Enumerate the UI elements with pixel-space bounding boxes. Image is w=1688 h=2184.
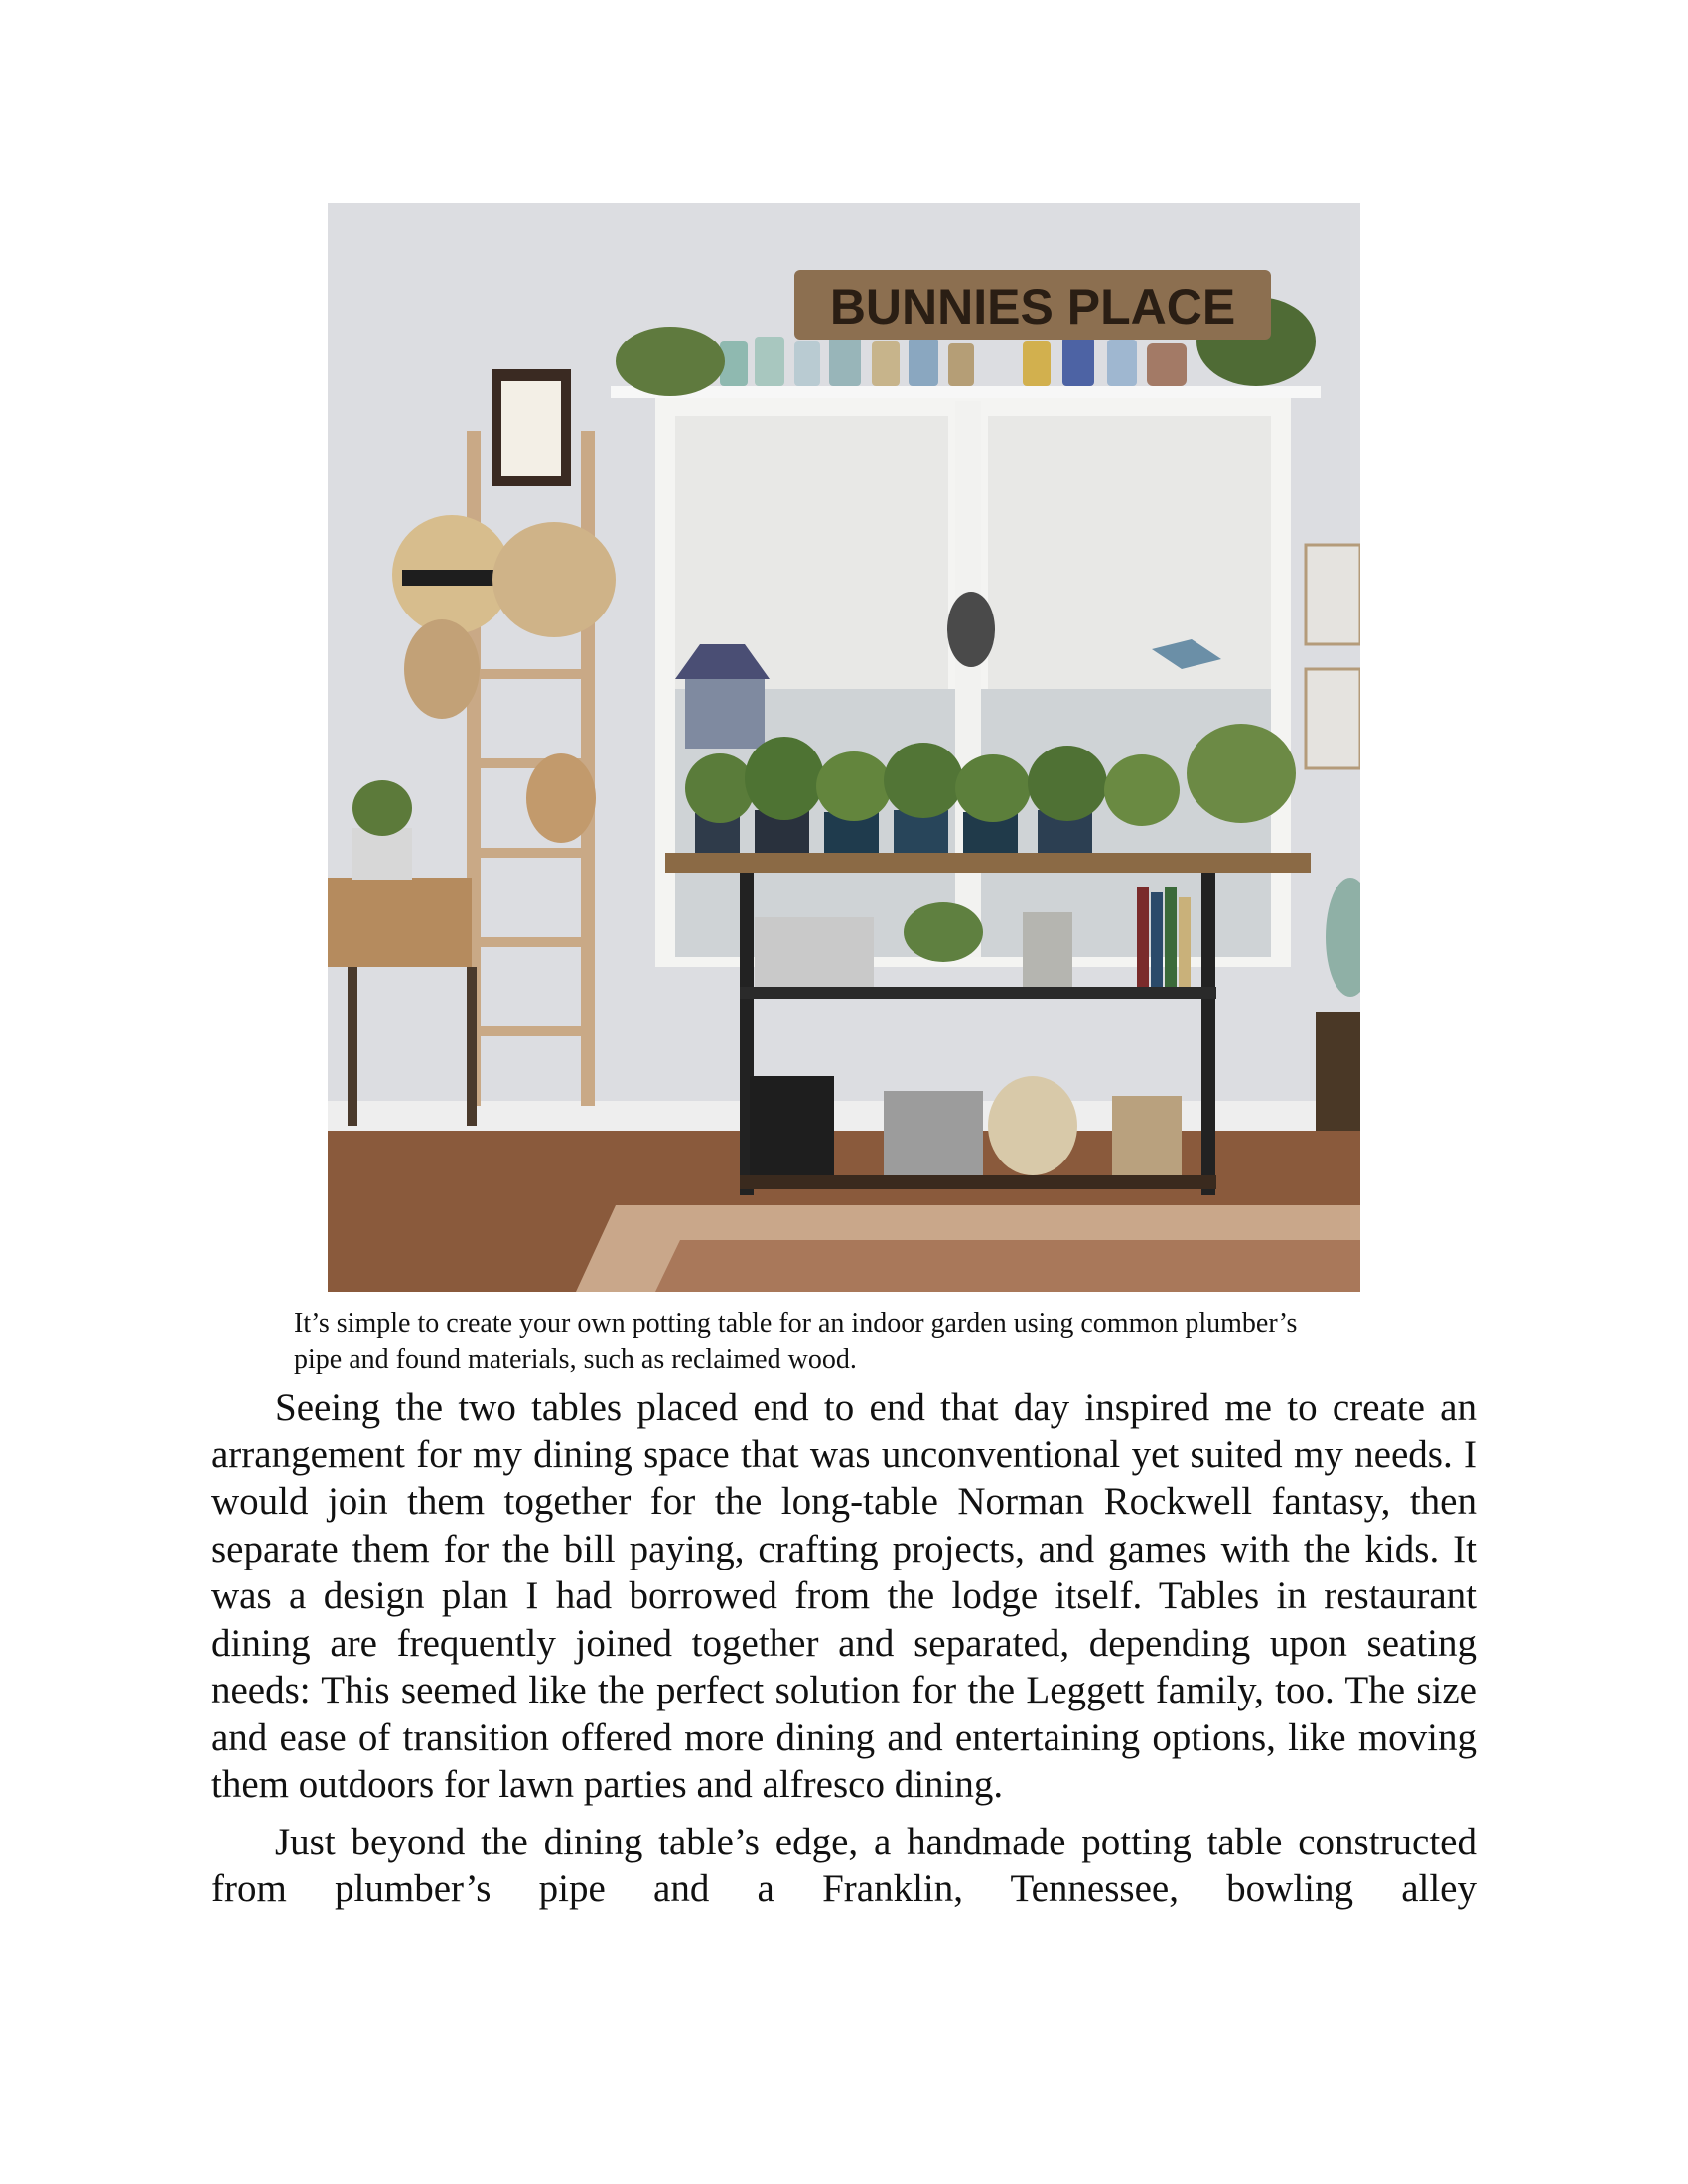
straw-hat-right bbox=[492, 522, 616, 637]
potting-table-illustration bbox=[328, 203, 1360, 1292]
body-text bbox=[211, 1384, 1477, 1923]
side-stool bbox=[1316, 1012, 1360, 1131]
bottom-shelf bbox=[740, 1175, 1216, 1189]
potting-table-photo bbox=[328, 203, 1360, 1292]
paragraph: Seeing the two tables placed end to end that day inspired me to create an arrangement for my dining space that was unconventional yet suited my needs. I would join them together for the long-table Norman Rockwell fantasy, then separate them for the bill paying, crafting projects, and games with the kids. It was a design plan I had borrowed from the lodge itself. Tables in restaurant dining are frequently joined together and separated, depending upon seating needs: This seemed like the perfect solution for the Leggett family, too. The size and ease of transition offered more dining and entertaining options, like moving them outdoors for lawn parties and alfresco dining. bbox=[211, 1386, 1477, 1806]
clipboard-paper bbox=[501, 381, 561, 476]
watering-can bbox=[750, 1076, 834, 1175]
fern bbox=[904, 902, 983, 962]
stool-leg bbox=[348, 967, 357, 1126]
table-top bbox=[665, 853, 1311, 873]
hat-band bbox=[402, 570, 506, 586]
sign-text: BUNNIES PLACE bbox=[829, 279, 1236, 335]
wire-basket bbox=[884, 1091, 983, 1175]
top-shelf bbox=[611, 386, 1321, 398]
stump-stool bbox=[328, 878, 472, 967]
basket bbox=[404, 619, 480, 719]
owl-figure bbox=[947, 592, 995, 667]
stool-leg bbox=[467, 967, 477, 1126]
gourd-basket bbox=[526, 753, 596, 843]
photo-caption: It’s simple to create your own potting table for an indoor garden using common plumber’s pipe and found materials, such as reclaimed wood. bbox=[294, 1308, 1298, 1375]
birdhouse bbox=[685, 679, 765, 749]
twine-spools bbox=[988, 1076, 1077, 1175]
urn bbox=[1023, 912, 1072, 987]
small-plant bbox=[352, 780, 412, 836]
middle-shelf bbox=[740, 987, 1216, 999]
paragraph: Just beyond the dining table’s edge, a handmade potting table constructed from plumber’s pipe and a Franklin, Tennessee, bowling alley bbox=[211, 1820, 1477, 1910]
window-mullion bbox=[955, 401, 981, 957]
rug-pattern bbox=[655, 1240, 1360, 1292]
wall-frame bbox=[1306, 545, 1360, 644]
wall-frame bbox=[1306, 669, 1360, 768]
pipe-leg bbox=[1201, 873, 1215, 1195]
trailing-plant-left bbox=[616, 327, 725, 396]
crate bbox=[1112, 1096, 1182, 1175]
wash-basin bbox=[755, 917, 874, 987]
